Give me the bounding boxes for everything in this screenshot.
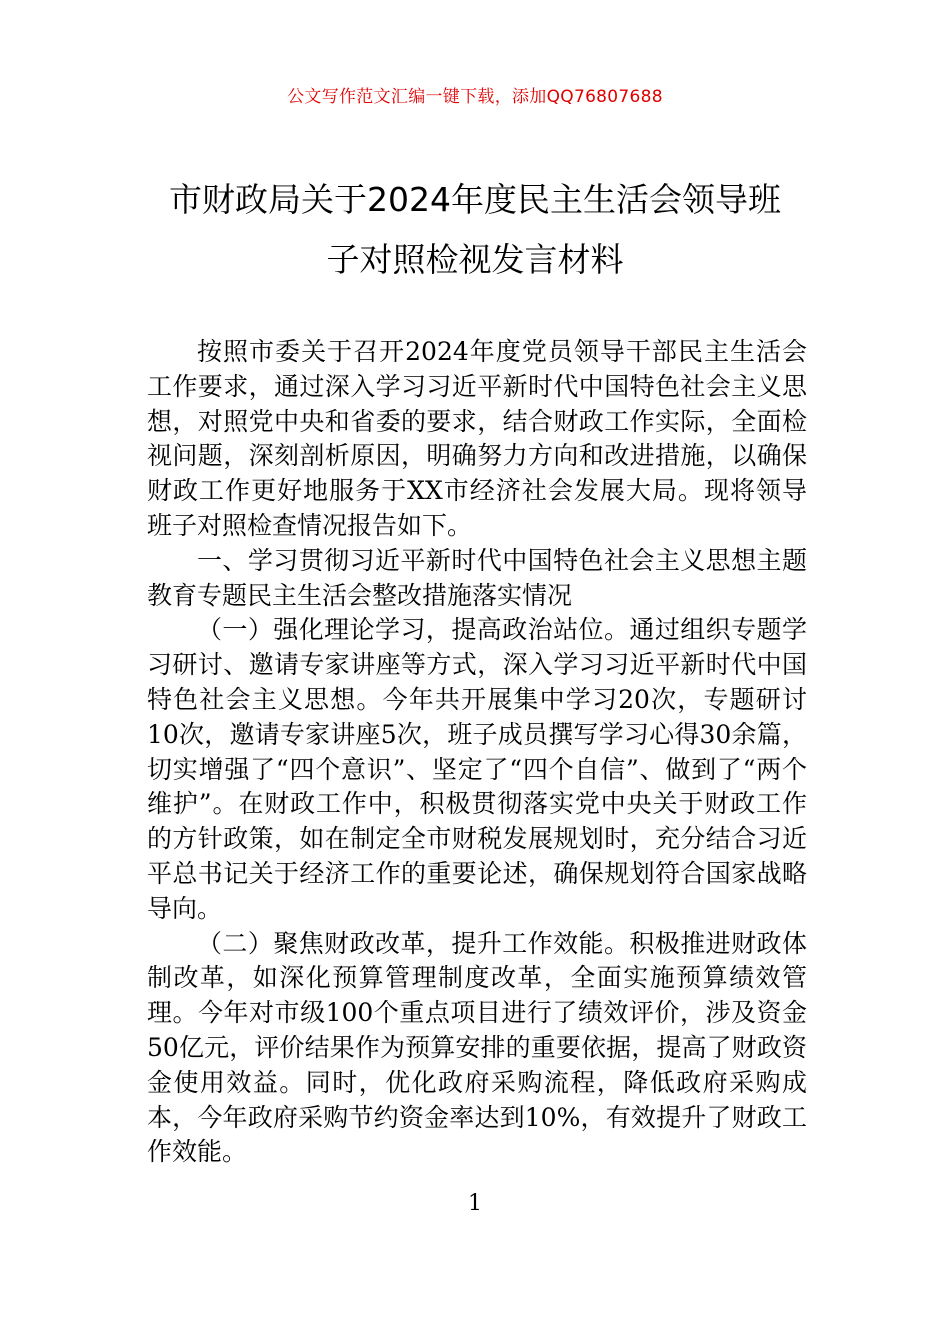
section-heading-1: 一、学习贯彻习近平新时代中国特色社会主义思想主题教育专题民主生活会整改措施落实情况	[147, 545, 807, 610]
title-line-2: 子对照检视发言材料	[326, 240, 624, 279]
subsection-paragraph-2: （二）聚焦财政改革，提升工作效能。积极推进财政体制改革，如深化预算管理制度改革，全面实施预算绩效管理。今年对市级100个重点项目进行了绩效评价，涉及资金50亿元，评价结果作为预算安排的重要依据，提高了财政资金使用效益。同时，优化政府采购流程，降低政府采购成本，今年政府采购节约资金率达到10%，有效提升了财政工作效能。	[147, 928, 807, 1167]
download-notice: 公文写作范文汇编一键下载，添加QQ76807688	[287, 87, 663, 107]
page-number: 1	[468, 1191, 482, 1216]
document-body	[147, 335, 807, 1170]
document-title	[130, 170, 820, 290]
title-line-1: 市财政局关于2024年度民主生活会领导班	[169, 180, 781, 219]
intro-paragraph: 按照市委关于召开2024年度党员领导干部民主生活会工作要求，通过深入学习习近平新时代中国特色社会主义思想，对照党中央和省委的要求，结合财政工作实际，全面检视问题，深刻剖析原因，明确努力方向和改进措施，以确保财政工作更好地服务于XX市经济社会发展大局。现将领导班子对照检查情况报告如下。	[147, 337, 807, 540]
subsection-paragraph-1: （一）强化理论学习，提高政治站位。通过组织专题学习研讨、邀请专家讲座等方式，深入学习习近平新时代中国特色社会主义思想。今年共开展集中学习20次，专题研讨10次，邀请专家讲座5次，班子成员撰写学习心得30余篇，切实增强了“四个意识”、坚定了“四个自信”、做到了“两个维护”。在财政工作中，积极贯彻落实党中央关于财政工作的方针政策，如在制定全市财税发展规划时，充分结合习近平总书记关于经济工作的重要论述，确保规划符合国家战略导向。	[147, 615, 807, 923]
